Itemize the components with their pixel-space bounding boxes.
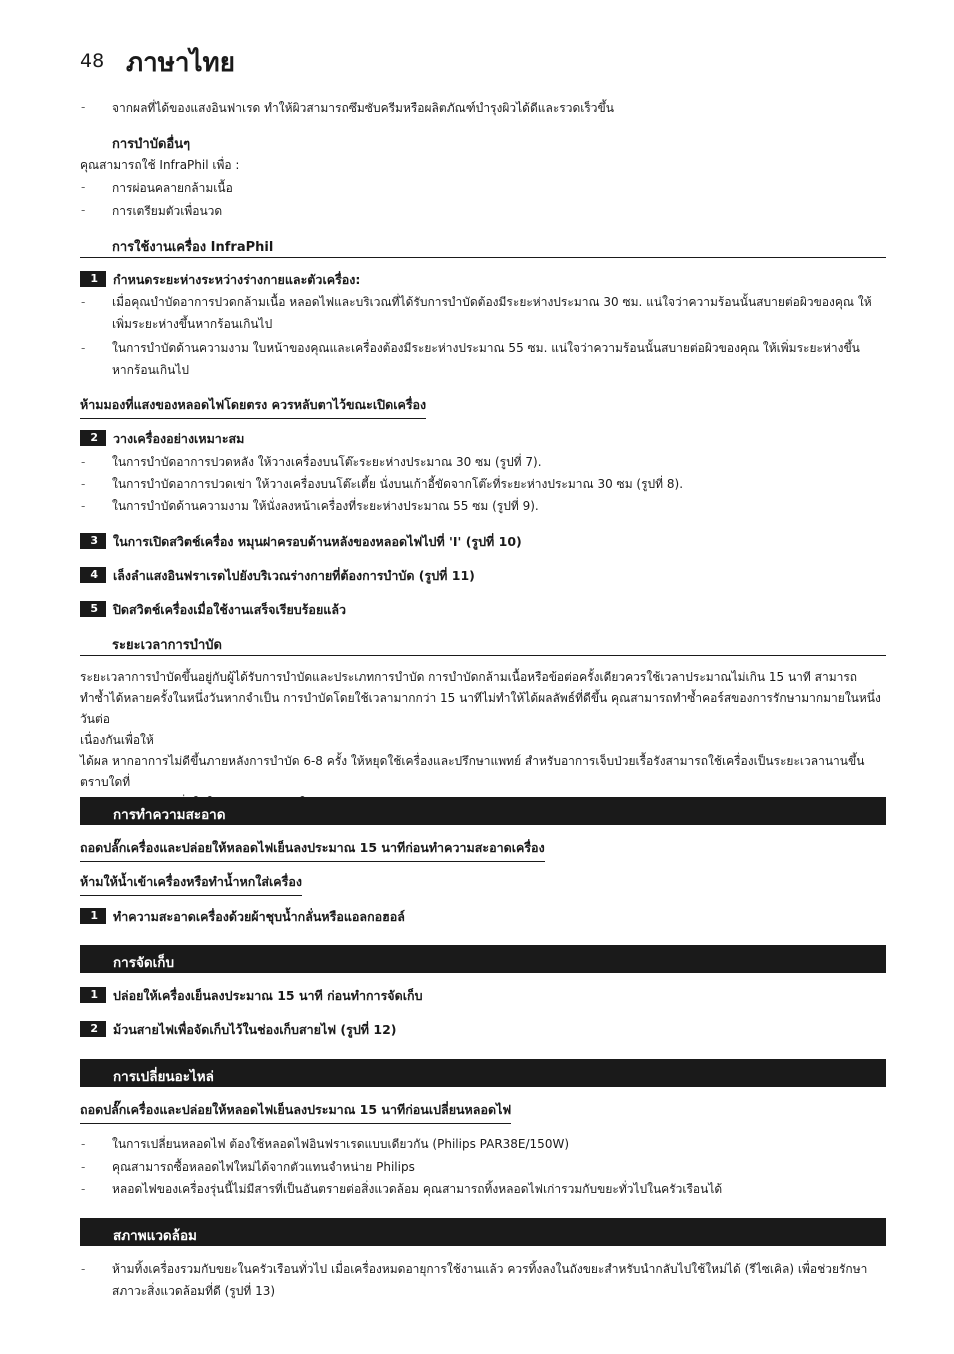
list-item: ในการบำบัดด้านความงาม ใบหน้าของคุณและเครื่องต้องมีระยะห่างประมาณ 55 ซม. แน่ใจว่าความร้อนนั้นสบายต่อผิวของคุณ ให้เพิ่มระยะห่างขึ้นหากร้อนเกินไป [112,341,860,377]
step-label: เล็งลำแสงอินฟราเรดไปยังบริเวณร่างกายที่ต้องการบำบัด (รูปที่ 11) [113,568,475,583]
environment-section-bar [80,1218,886,1246]
list-item: ห้ามทิ้งเครื่องรวมกับขยะในครัวเรือนทั่วไป เมื่อเครื่องหมดอายุการใช้งานแล้ว ควรทิ้งลงในถังขยะสำหรับนำกลับไปใช้ใหม่ได้ (รีไซเคิล) เพื่อช่วยรักษาสภาวะสิ่งแวดล้อมที่ดี (รูปที่ 13) [112,1262,868,1298]
list-item: ในการบำบัดอาการปวดหลัง ให้วางเครื่องบนโต๊ะระยะห่างประมาณ 30 ซม (รูปที่ 7). [112,455,542,469]
storage-heading: การจัดเก็บ [113,955,175,971]
list-item: ในการบำบัดด้านความงาม ให้นั่งลงหน้าเครื่องที่ระยะห่างประมาณ 55 ซม (รูปที่ 9). [112,499,539,513]
step-label: ม้วนสายไฟเพื่อจัดเก็บไว้ในช่องเก็บสายไฟ (รูปที่ 12) [113,1022,397,1037]
step-number: 4 [80,567,106,583]
list-item: การผ่อนคลายกล้ามเนื้อ [112,181,233,195]
page-title: ภาษาไทย [126,48,235,78]
warning-text: ถอดปลั๊กเครื่องและปล่อยให้หลอดไฟเย็นลงประมาณ 15 นาทีก่อนเปลี่ยนหลอดไฟ [80,1100,511,1124]
list-item: ในการเปลี่ยนหลอดไฟ ต้องใช้หลอดไฟอินฟราเรดแบบเดียวกัน (Philips PAR38E/150W) [112,1137,570,1151]
section-rule [80,257,886,258]
page-number: 48 [80,50,105,72]
warning-text: ถอดปลั๊กเครื่องและปล่อยให้หลอดไฟเย็นลงประมาณ 15 นาทีก่อนทำความสะอาดเครื่อง [80,838,545,862]
step-label: ปิดสวิตช์เครื่องเมื่อใช้งานเสร็จเรียบร้อยแล้ว [113,602,347,617]
replacement-section-bar [80,1059,886,1087]
bullet-marker: - [81,1182,86,1196]
bullet-marker: - [81,455,86,469]
cleaning-heading: การทำความสะอาด [113,807,226,823]
using-heading: การใช้งานเครื่อง InfraPhil [112,240,274,255]
bullet-marker: - [81,100,86,114]
bullet-marker: - [81,341,86,355]
bullet-marker: - [81,477,86,491]
step-label: ในการเปิดสวิตช์เครื่อง หมุนฝาครอบด้านหลังของหลอดไฟไปที่ 'I' (รูปที่ 10) [113,534,522,549]
section-rule [80,655,886,656]
step-number: 1 [80,271,106,287]
other-treatments-heading: การบำบัดอื่นๆ [112,137,191,152]
environment-heading: สภาพแวดล้อม [113,1228,197,1244]
bullet-marker: - [81,203,86,217]
paragraph-line: ได้ผล หากอาการไม่ดีขึ้นภายหลังการบำบัด 6-8 ครั้ง ให้หยุดใช้เครื่องและปรึกษาแพทย์ สำหรับอาการเจ็บป่วยเรื้อรังสามารถใช้เครื่องเป็นระยะเวลานานขึ้นตราบใดที่ [80,754,865,789]
step-number: 3 [80,533,106,549]
intro-bullet: จากผลที่ได้ของแสงอินฟาเรด ทำให้ผิวสามารถซึมซับครีมหรือผลิตภัณฑ์บำรุงผิวได้ดีและรวดเร็วขึ้น [112,101,614,115]
bullet-marker: - [81,1160,86,1174]
step-number: 2 [80,1021,106,1037]
warning-text: ห้ามมองที่แสงของหลอดไฟโดยตรง ควรหลับตาไว้ขณะเปิดเครื่อง [80,395,426,419]
warning-text: ห้ามให้น้ำเข้าเครื่องหรือทำน้ำหกใส่เครื่อง [80,872,302,896]
other-treatments-intro: คุณสามารถใช้ InfraPhil เพื่อ : [80,158,240,172]
bullet-marker: - [81,1262,86,1276]
paragraph-line: ทำซ้ำได้หลายครั้งในหนึ่งวันหากจำเป็น การบำบัดโดยใช้เวลามากกว่า 15 นาทีไม่ทำให้ได้ผลลัพธ์ที่ดีขึ้น คุณสามารถทำซ้ำคอร์สของการรักษามากมายในหนึ่งวันต่อ [80,691,881,726]
step-number: 1 [80,908,106,924]
duration-heading: ระยะเวลาการบำบัด [112,638,222,653]
paragraph-line: เนื่องกันเพื่อให้ [80,733,154,747]
step-label: ทำความสะอาดเครื่องด้วยผ้าชุบน้ำกลั่นหรือแอลกอฮอล์ [113,909,405,924]
list-item: หลอดไฟของเครื่องรุ่นนี้ไม่มีสารที่เป็นอันตรายต่อสิ่งแวดล้อม คุณสามารถทิ้งหลอดไฟเก่ารวมกับขยะทั่วไปในครัวเรือนได้ [112,1182,723,1196]
list-item: คุณสามารถซื้อหลอดไฟใหม่ได้จากตัวแทนจำหน่าย Philips [112,1160,415,1174]
paragraph-line: ระยะเวลาการบำบัดขึ้นอยู่กับผู้ได้รับการบำบัดและประเภทการบำบัด การบำบัดกล้ามเนื้อหรือข้อต่อครั้งเดียวควรใช้เวลาประมาณไม่เกิน 15 นาที สามารถ [80,670,858,684]
bullet-marker: - [81,499,86,513]
list-item: เมื่อคุณบำบัดอาการปวดกล้ามเนื้อ หลอดไฟและบริเวณที่ได้รับการบำบัดต้องมีระยะห่างประมาณ 30 ซม. แน่ใจว่าความร้อนนั้นสบายต่อผิวของคุณ ให้เพิ่มระยะห่างขึ้นหากร้อนเกินไป [112,295,872,331]
step-number: 5 [80,601,106,617]
step-number: 2 [80,430,106,446]
bullet-marker: - [81,295,86,309]
list-item: การเตรียมตัวเพื่อนวด [112,204,223,218]
list-item: ในการบำบัดอาการปวดเข่า ให้วางเครื่องบนโต๊ะเตี้ย นั่งบนเก้าอี้ขัดจากโต๊ะที่ระยะห่างประมาณ 30 ซม (รูปที่ 8). [112,477,684,491]
bullet-marker: - [81,1137,86,1151]
step-label: วางเครื่องอย่างเหมาะสม [113,431,245,446]
step-number: 1 [80,987,106,1003]
storage-section-bar [80,945,886,973]
bullet-marker: - [81,180,86,194]
replacement-heading: การเปลี่ยนอะไหล่ [113,1069,214,1085]
step-label: ปล่อยให้เครื่องเย็นลงประมาณ 15 นาที ก่อนทำการจัดเก็บ [113,988,423,1003]
cleaning-section-bar [80,797,886,825]
duration-paragraph [80,667,886,814]
step-label: กำหนดระยะห่างระหว่างร่างกายและตัวเครื่อง: [113,272,361,287]
